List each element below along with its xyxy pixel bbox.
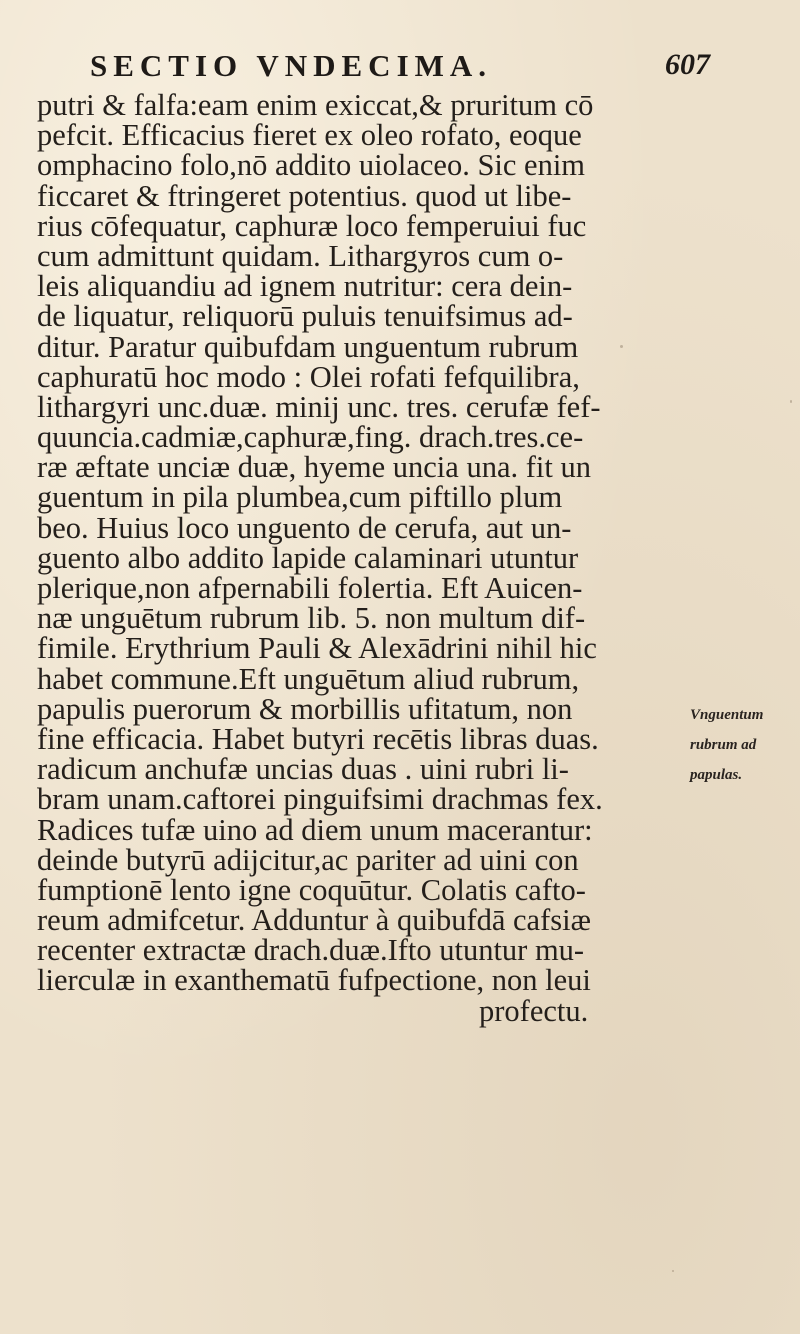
text-line: pefcit. Efficacius fieret ex oleo rofato, eoque [37,118,582,153]
text-line: beo. Huius loco unguento de cerufa, aut un- [37,510,572,545]
text-line: cum admittunt quidam. Lithargyros cum o- [37,238,564,273]
text-line: fumptionē lento igne coquūtur. Colatis cafto- [37,872,586,907]
text-line: lithargyri unc.duæ. minij unc. tres. cerufæ fef- [37,389,601,424]
text-line: caphuratū hoc modo : Olei rofati fefquilibra, [37,359,580,394]
text-line: guento albo addito lapide calaminari utuntur [37,540,579,575]
text-line: plerique,non afpernabili folertia. Eft Auicen- [37,571,583,605]
text-line: radicum anchufæ uncias duas . uini rubri li- [37,752,569,787]
text-line: lierculæ in exanthematū fufpectione, non leui [37,963,591,998]
page-number: 607 [665,48,710,81]
margin-note [690,700,798,790]
text-line: recenter extractæ drach.duæ.Ifto utuntur mu- [37,933,585,968]
text-line: habet commune.Eft unguētum aliud rubrum, [37,661,580,696]
margin-note-line: papulas. [690,767,743,783]
text-line: ræ æftate unciæ duæ, hyeme uncia una. fit un [37,450,591,485]
text-line: ficcaret & ftringeret potentius. quod ut libe- [37,178,572,213]
paper-speck [620,345,623,348]
text-line: papulis puerorum & morbillis ufitatum, non [37,691,573,726]
text-line: putri & falfa:eam enim exiccat,& pruritum cō [37,88,594,122]
text-line-final: profectu. [479,993,589,1028]
text-line: de liquatur, reliquorū puluis tenuifsimus ad- [37,299,573,334]
text-line: quuncia.cadmiæ,caphuræ,fing. drach.tres.ce- [37,420,584,455]
text-line: fimile. Erythrium Pauli & Alexādrini nihil hic [37,631,597,666]
text-line: omphacino folo,nō addito uiolaceo. Sic enim [37,148,586,183]
text-line: bram unam.caftorei pinguifsimi drachmas fex. [37,782,603,817]
text-line: guentum in pila plumbea,cum piftillo plum [37,480,563,515]
margin-note-line: rubrum ad [690,737,757,753]
text-line: ditur. Paratur quibufdam unguentum rubrum [37,329,579,364]
text-line: Radices tufæ uino ad diem unum macerantur: [37,812,593,847]
paper-speck [672,1270,674,1272]
running-title: SECTIO VNDECIMA. [90,48,493,83]
paper-speck [790,400,792,403]
text-line: fine efficacia. Habet butyri recētis libras duas. [37,721,599,756]
running-head [90,40,710,90]
text-line: deinde butyrū adijcitur,ac pariter ad uini con [37,842,579,877]
margin-note-line: Vnguentum [690,707,764,723]
text-line: reum admifcetur. Adduntur à quibufdā cafsiæ [37,903,591,938]
text-line: næ unguētum rubrum lib. 5. non multum dif- [37,601,586,636]
text-line: rius cōfequatur, caphuræ loco femperuiui fuc [37,208,587,243]
body-text [37,90,727,1026]
text-line: leis aliquandiu ad ignem nutritur: cera dein- [37,269,573,304]
